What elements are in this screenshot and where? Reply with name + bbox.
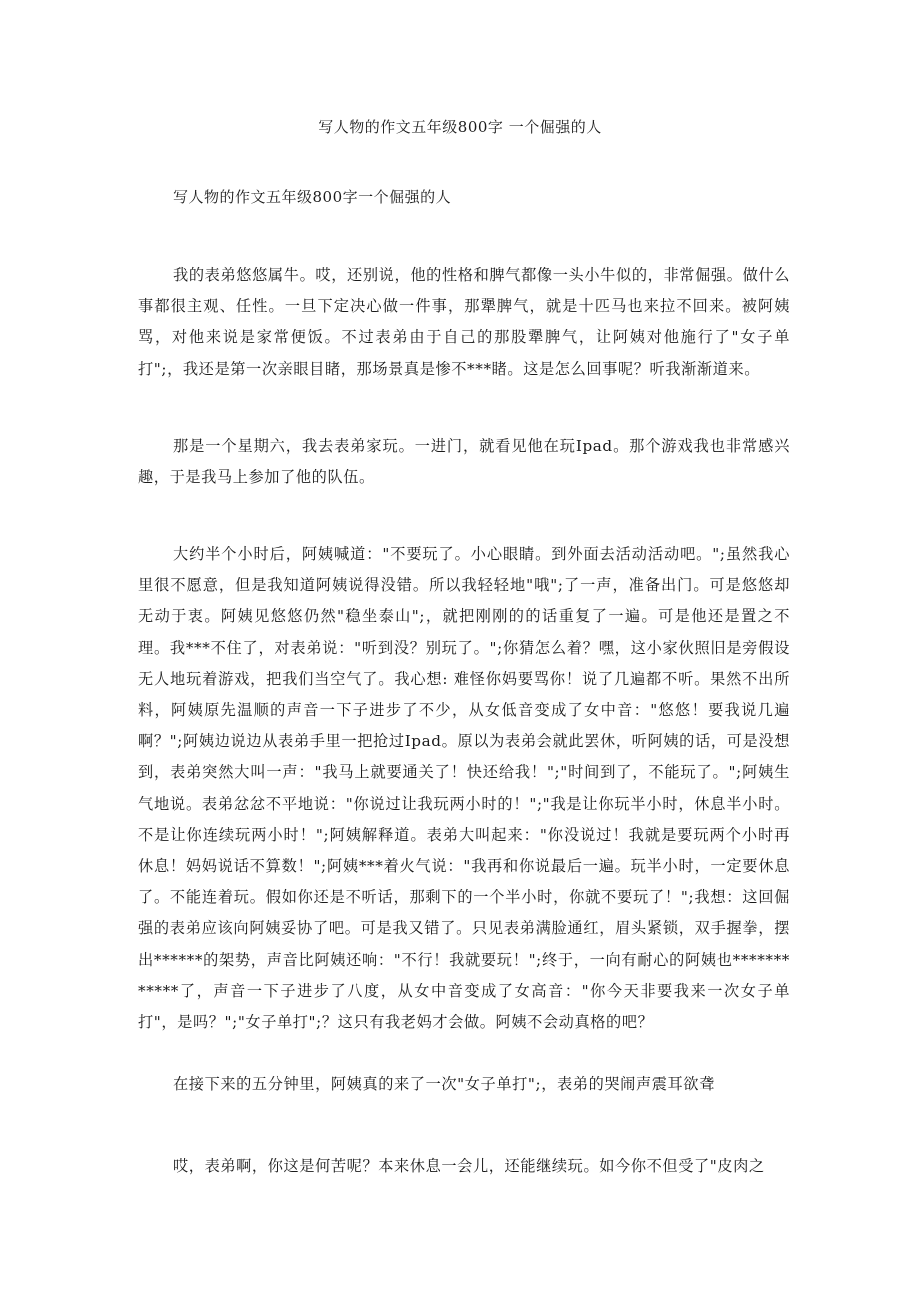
paragraph-saturday: 那是一个星期六，我去表弟家玩。一进门，就看见他在玩Ipad。那个游戏我也非常感兴趣，于是我马上参加了他的队伍。 xyxy=(138,437,790,487)
paragraph-conclusion: 哎，表弟啊，你这是何苦呢？本来休息一会儿，还能继续玩。如今你不但受了"皮肉之 xyxy=(173,1157,765,1175)
document-title: 写人物的作文五年级800字 一个倔强的人 xyxy=(318,118,602,136)
paragraph-argument: 大约半个小时后，阿姨喊道："不要玩了。小心眼睛。到外面去活动活动吧。";虽然我心里很不愿意，但是我知道阿姨说得没错。所以我轻轻地"哦";了一声，准备出门。可是悠悠却无动于衷。阿姨见悠悠仍然"稳坐泰山";，就把刚刚的的话重复了一遍。可是他还是置之不理。我***不住了，对表弟说："听到没？别玩了。";你猜怎么着？嘿，这小家伙照旧是旁假设无人地玩着游戏，把我们当空气了。我心想: 难怪你妈要骂你！说了几遍都不听。果然不出所料，阿姨原先温顺的声音一下子进步了不少，从女低音变成了女中音："悠悠！要我说几遍啊？";阿姨边说边从表弟手里一把抢过Ipad。原以为表弟会就此罢休，听阿姨的话，可是没想到，表弟突然大叫一声："我马上就要通关了！快还给我！";"时间到了，不能玩了。";阿姨生气地说。表弟忿忿不平地说："你说过让我玩两小时的！";"我是让你玩半小时，休息半小时。不是让你连续玩两小时！";阿姨解释道。表弟大叫起来："你没说过！我就是要玩两个小时再休息！妈妈说话不算数！";阿姨***着火气说："我再和你说最后一遍。玩半小时，一定要休息了。不能连着玩。假如你还是不听话，那剩下的一个半小时，你就不要玩了！";我想：这回倔强的表弟应该向阿姨妥协了吧。可是我又错了。只见表弟满脸通红，眉头紧锁，双手握拳，摆出******的架势，声音比阿姨还响："不行！我就要玩！";终于，一向有耐心的阿姨也************了，声音一下子进步了八度，从女中音变成了女高音："你今天非要我来一次女子单打"，是吗？";"女子单打";？这只有我老妈才会做。阿姨不会动真格的吧？ xyxy=(138,545,790,1032)
document-subtitle: 写人物的作文五年级800字一个倔强的人 xyxy=(173,188,452,206)
paragraph-intro: 我的表弟悠悠属牛。哎，还别说，他的性格和脾气都像一头小牛似的，非常倔强。做什么事都很主观、任性。一旦下定决心做一件事，那犟脾气，就是十匹马也来拉不回来。被阿姨骂，对他来说是家常便饭。不过表弟由于自己的那股犟脾气，让阿姨对他施行了"女子单打";，我还是第一次亲眼目睹，那场景真是惨不***睹。这是怎么回事呢？听我渐渐道来。 xyxy=(138,266,790,378)
paragraph-five-minutes: 在接下来的五分钟里，阿姨真的来了一次"女子单打";，表弟的哭闹声震耳欲聋 xyxy=(173,1075,715,1093)
